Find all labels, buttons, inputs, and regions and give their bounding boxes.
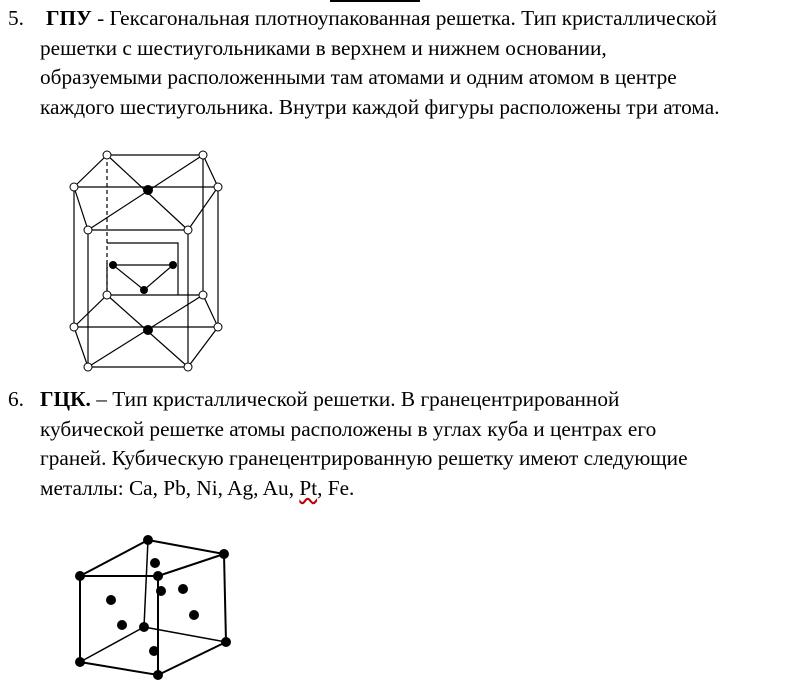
metals-suffix: , Fe.	[317, 475, 355, 500]
hcp-lattice-diagram	[60, 145, 260, 375]
item-text	[40, 385, 800, 503]
hcp-top-center-atom	[143, 185, 153, 195]
cropped-text-fragment	[330, 0, 420, 2]
text-line-3: образуемыми расположенными там атомами и одним атомом в центре	[40, 65, 677, 89]
text-line-3: граней. Кубическую гранецентрированную решетку имеют следующие	[40, 446, 688, 470]
text-line-1: - Гексагональная плотноупакованная решетка. Тип кристаллической	[91, 6, 717, 30]
item-text	[40, 4, 800, 122]
text-line-4	[40, 474, 800, 504]
item-number: 6.	[8, 387, 24, 411]
term-fcc: ГЦК.	[40, 387, 91, 411]
metals-prefix: металлы: Ca, Pb, Ni, Ag, Au,	[40, 475, 300, 500]
spellcheck-flagged-word: Pt	[299, 475, 318, 500]
text-line-4: каждого шестиугольника. Внутри каждой фигуры расположены три атома.	[40, 94, 720, 119]
term-hcp: ГПУ	[46, 6, 92, 30]
text-line-2: решетки с шестиугольниками в верхнем и нижнем основании,	[40, 35, 607, 60]
item-number: 5.	[8, 6, 24, 30]
text-line-1: – Тип кристаллической решетки. В гранецентрированной	[90, 387, 620, 411]
fcc-lattice-diagram	[70, 530, 250, 680]
text-line-2: кубической решетке атомы расположены в углах куба и центрах его	[40, 416, 657, 441]
hcp-bottom-center-atom	[143, 325, 153, 335]
